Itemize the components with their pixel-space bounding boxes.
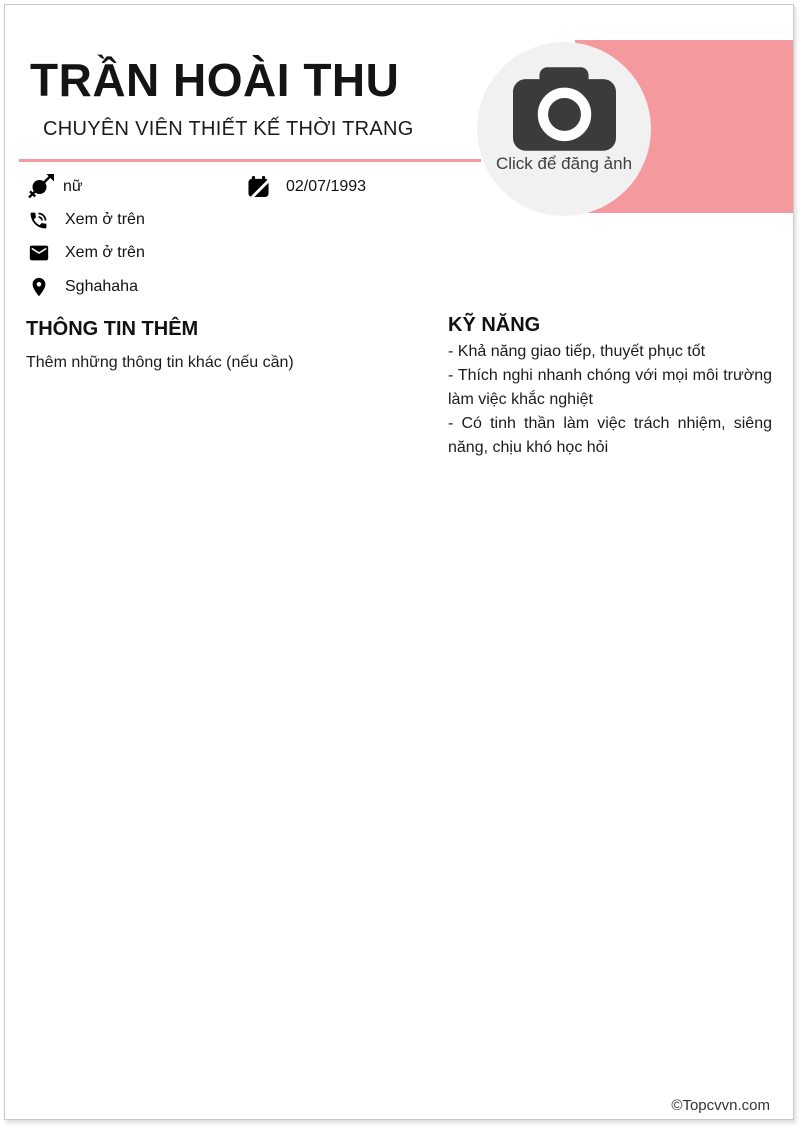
section-additional-info: [26, 317, 426, 374]
skill-item: - Thích nghi nhanh chóng với mọi môi trường làm việc khắc nghiệt: [448, 367, 772, 408]
address-value: Sghahaha: [65, 278, 138, 295]
skill-item: - Có tinh thần làm việc trách nhiệm, siêng năng, chịu khó học hỏi: [448, 415, 772, 456]
email-value: Xem ở trên: [65, 244, 145, 261]
contact-gender[interactable]: [26, 174, 83, 200]
header-divider: [19, 159, 481, 162]
section-skills: [448, 313, 772, 460]
phone-value: Xem ở trên: [65, 211, 145, 228]
full-name[interactable]: TRẦN HOÀI THU: [30, 54, 400, 106]
cv-page: [4, 4, 794, 1120]
skills-body[interactable]: [448, 340, 772, 460]
contact-address[interactable]: [28, 274, 138, 300]
photo-upload-circle[interactable]: [477, 42, 651, 216]
watermark-credit: ©Topcvvn.com: [671, 1097, 770, 1114]
camera-icon: [513, 67, 616, 151]
contact-phone[interactable]: [28, 207, 145, 233]
contact-email[interactable]: [28, 240, 145, 266]
contact-birthday[interactable]: [248, 174, 366, 200]
gender-icon: [26, 174, 63, 200]
additional-info-heading[interactable]: THÔNG TIN THÊM: [26, 318, 199, 340]
job-title[interactable]: CHUYÊN VIÊN THIẾT KẾ THỜI TRANG: [43, 118, 414, 140]
birthday-value: 02/07/1993: [286, 178, 367, 195]
photo-upload-label: Click để đăng ảnh: [495, 154, 633, 173]
gender-value: nữ: [63, 178, 83, 195]
skill-item: - Khả năng giao tiếp, thuyết phục tốt: [448, 343, 706, 360]
calendar-edit-icon: [248, 176, 286, 198]
additional-info-body[interactable]: Thêm những thông tin khác (nếu cần): [26, 354, 294, 371]
location-pin-icon: [28, 276, 65, 298]
email-icon: [28, 242, 65, 264]
skills-heading[interactable]: KỸ NĂNG: [448, 314, 541, 336]
phone-in-talk-icon: [28, 210, 65, 231]
